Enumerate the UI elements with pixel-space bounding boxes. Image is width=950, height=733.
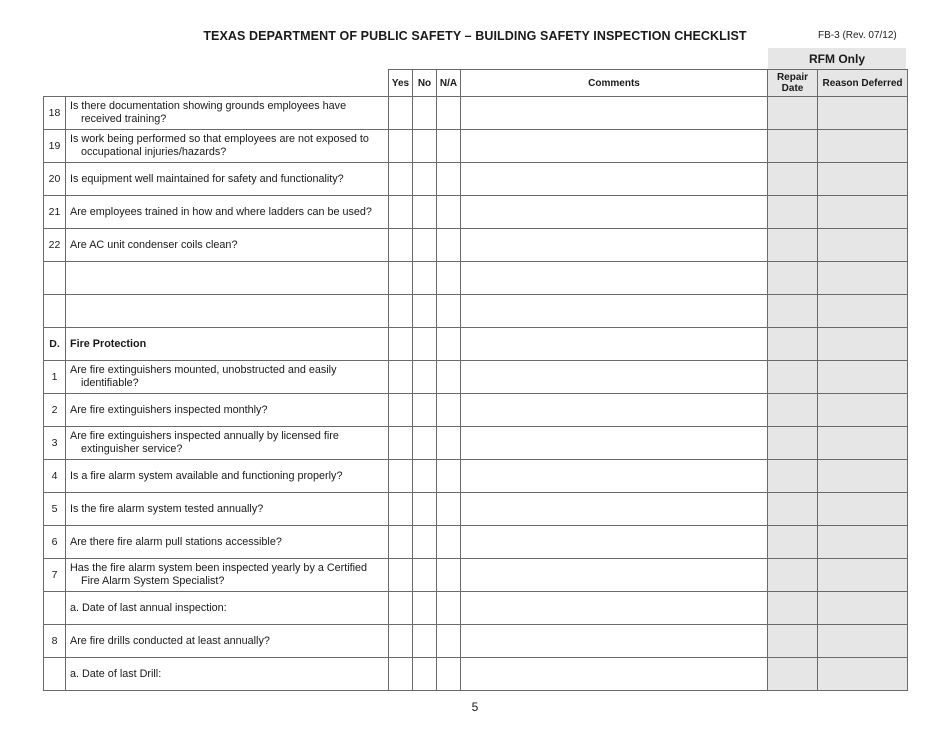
question-line: Is there documentation showing grounds employees have <box>70 100 347 112</box>
no-cell[interactable] <box>413 295 437 328</box>
question-text <box>66 262 389 295</box>
reason-deferred-cell[interactable] <box>818 460 908 493</box>
question-line-continued: occupational injuries/hazards? <box>81 146 227 158</box>
repair-date-cell[interactable] <box>768 196 818 229</box>
col-repair-date-header <box>768 70 818 97</box>
na-cell[interactable] <box>437 592 461 625</box>
question-text <box>66 427 389 460</box>
row-number <box>44 262 66 295</box>
repair-date-cell[interactable] <box>768 526 818 559</box>
yes-cell[interactable] <box>389 394 413 427</box>
checklist-row <box>44 262 908 295</box>
question-line: Are fire extinguishers inspected monthly? <box>70 403 268 416</box>
row-number: 22 <box>44 229 66 262</box>
question-line-continued: extinguisher service? <box>81 443 183 455</box>
comments-cell[interactable] <box>461 625 768 658</box>
col-reason-deferred-header: Reason Deferred <box>818 70 908 97</box>
repair-date-cell[interactable] <box>768 559 818 592</box>
yes-cell[interactable] <box>389 97 413 130</box>
question-line: Are fire extinguishers mounted, unobstructed and easily <box>70 364 337 376</box>
checklist-row <box>44 328 908 361</box>
no-cell[interactable] <box>413 526 437 559</box>
row-number: 2 <box>44 394 66 427</box>
repair-date-cell[interactable] <box>768 427 818 460</box>
yes-cell[interactable] <box>389 625 413 658</box>
reason-deferred-cell[interactable] <box>818 493 908 526</box>
reason-deferred-cell[interactable] <box>818 427 908 460</box>
comments-cell[interactable] <box>461 394 768 427</box>
repair-date-cell[interactable] <box>768 394 818 427</box>
question-text <box>66 460 389 493</box>
reason-deferred-cell[interactable] <box>818 526 908 559</box>
repair-date-cell[interactable] <box>768 460 818 493</box>
question-text <box>66 328 389 361</box>
row-number: D. <box>44 328 66 361</box>
reason-deferred-cell[interactable] <box>818 559 908 592</box>
na-cell[interactable] <box>437 361 461 394</box>
question-text <box>66 658 389 691</box>
form-title: TEXAS DEPARTMENT OF PUBLIC SAFETY – BUILDING SAFETY INSPECTION CHECKLIST <box>203 29 747 43</box>
comments-cell[interactable] <box>461 97 768 130</box>
repair-date-cell[interactable] <box>768 295 818 328</box>
question-line: Are fire extinguishers inspected annually by licensed fire <box>70 430 339 442</box>
question-text <box>66 196 389 229</box>
no-cell[interactable] <box>413 625 437 658</box>
repair-date-cell[interactable] <box>768 97 818 130</box>
comments-cell[interactable] <box>461 163 768 196</box>
na-cell[interactable] <box>437 559 461 592</box>
question-line: a. Date of last annual inspection: <box>70 601 227 614</box>
na-cell[interactable] <box>437 262 461 295</box>
header-blank <box>44 70 389 97</box>
comments-cell[interactable] <box>461 361 768 394</box>
comments-cell[interactable] <box>461 658 768 691</box>
row-number: 7 <box>44 559 66 592</box>
checklist-row <box>44 460 908 493</box>
yes-cell[interactable] <box>389 262 413 295</box>
row-number: 20 <box>44 163 66 196</box>
repair-date-cell[interactable] <box>768 592 818 625</box>
yes-cell[interactable] <box>389 592 413 625</box>
rfm-only-label: RFM Only <box>768 48 906 70</box>
checklist-row <box>44 592 908 625</box>
comments-cell[interactable] <box>461 427 768 460</box>
row-number: 21 <box>44 196 66 229</box>
na-cell[interactable] <box>437 658 461 691</box>
na-cell[interactable] <box>437 295 461 328</box>
question-line: Is equipment well maintained for safety and functionality? <box>70 172 344 185</box>
no-cell[interactable] <box>413 559 437 592</box>
na-cell[interactable] <box>437 229 461 262</box>
question-line: Fire Protection <box>70 337 147 350</box>
reason-deferred-cell[interactable] <box>818 361 908 394</box>
repair-date-line2: Date <box>781 83 804 94</box>
no-cell[interactable] <box>413 658 437 691</box>
page-number: 5 <box>471 700 479 714</box>
question-text <box>66 295 389 328</box>
yes-cell[interactable] <box>389 130 413 163</box>
row-number: 6 <box>44 526 66 559</box>
row-number: 1 <box>44 361 66 394</box>
repair-date-cell[interactable] <box>768 493 818 526</box>
reason-deferred-cell[interactable] <box>818 229 908 262</box>
question-text <box>66 97 389 130</box>
yes-cell[interactable] <box>389 427 413 460</box>
question-line-continued: Fire Alarm System Specialist? <box>81 575 225 587</box>
row-number <box>44 295 66 328</box>
na-cell[interactable] <box>437 460 461 493</box>
na-cell[interactable] <box>437 625 461 658</box>
row-number <box>44 658 66 691</box>
question-text <box>66 130 389 163</box>
no-cell[interactable] <box>413 229 437 262</box>
no-cell[interactable] <box>413 427 437 460</box>
col-comments-header: Comments <box>461 70 768 97</box>
checklist-row <box>44 559 908 592</box>
question-line-continued: received training? <box>81 113 167 125</box>
no-cell[interactable] <box>413 328 437 361</box>
col-yes-header: Yes <box>389 70 413 97</box>
comments-cell[interactable] <box>461 130 768 163</box>
comments-cell[interactable] <box>461 493 768 526</box>
question-text <box>66 163 389 196</box>
question-text <box>66 592 389 625</box>
checklist-row <box>44 625 908 658</box>
checklist-row <box>44 361 908 394</box>
question-line: Are there fire alarm pull stations accessible? <box>70 535 282 548</box>
question-text <box>66 361 389 394</box>
na-cell[interactable] <box>437 493 461 526</box>
yes-cell[interactable] <box>389 361 413 394</box>
comments-cell[interactable] <box>461 328 768 361</box>
form-number: FB-3 (Rev. 07/12) <box>818 30 897 41</box>
yes-cell[interactable] <box>389 526 413 559</box>
reason-deferred-cell[interactable] <box>818 295 908 328</box>
repair-date-cell[interactable] <box>768 262 818 295</box>
reason-deferred-cell[interactable] <box>818 163 908 196</box>
repair-date-cell[interactable] <box>768 229 818 262</box>
comments-cell[interactable] <box>461 526 768 559</box>
no-cell[interactable] <box>413 592 437 625</box>
comments-cell[interactable] <box>461 295 768 328</box>
no-cell[interactable] <box>413 130 437 163</box>
yes-cell[interactable] <box>389 229 413 262</box>
na-cell[interactable] <box>437 130 461 163</box>
no-cell[interactable] <box>413 394 437 427</box>
row-number: 3 <box>44 427 66 460</box>
comments-cell[interactable] <box>461 262 768 295</box>
question-line: Is the fire alarm system tested annually? <box>70 502 264 515</box>
question-line: Are fire drills conducted at least annually? <box>70 634 270 647</box>
question-line: Is a fire alarm system available and functioning properly? <box>70 469 343 482</box>
repair-date-cell[interactable] <box>768 130 818 163</box>
question-text <box>66 559 389 592</box>
checklist-row <box>44 229 908 262</box>
reason-deferred-cell[interactable] <box>818 97 908 130</box>
na-cell[interactable] <box>437 163 461 196</box>
row-number <box>44 592 66 625</box>
row-number: 19 <box>44 130 66 163</box>
col-no-header: No <box>413 70 437 97</box>
question-line: a. Date of last Drill: <box>70 667 162 680</box>
reason-deferred-cell[interactable] <box>818 394 908 427</box>
comments-cell[interactable] <box>461 196 768 229</box>
row-number: 18 <box>44 97 66 130</box>
na-cell[interactable] <box>437 526 461 559</box>
na-cell[interactable] <box>437 97 461 130</box>
no-cell[interactable] <box>413 460 437 493</box>
question-text <box>66 625 389 658</box>
na-cell[interactable] <box>437 394 461 427</box>
checklist-row <box>44 526 908 559</box>
question-line: Is work being performed so that employees are not exposed to <box>70 133 369 145</box>
repair-date-cell[interactable] <box>768 361 818 394</box>
reason-deferred-cell[interactable] <box>818 328 908 361</box>
question-text <box>66 394 389 427</box>
row-number: 5 <box>44 493 66 526</box>
repair-date-cell[interactable] <box>768 625 818 658</box>
question-line: Are employees trained in how and where ladders can be used? <box>70 205 372 218</box>
comments-cell[interactable] <box>461 229 768 262</box>
na-cell[interactable] <box>437 196 461 229</box>
question-line: Has the fire alarm system been inspected yearly by a Certified <box>70 562 368 574</box>
checklist-row <box>44 163 908 196</box>
question-line-continued: identifiable? <box>81 377 139 389</box>
reason-deferred-cell[interactable] <box>818 130 908 163</box>
checklist-row <box>44 493 908 526</box>
no-cell[interactable] <box>413 163 437 196</box>
question-text <box>66 526 389 559</box>
question-text <box>66 493 389 526</box>
repair-date-line1: Repair <box>776 72 809 83</box>
no-cell[interactable] <box>413 493 437 526</box>
checklist-row <box>44 130 908 163</box>
checklist-row <box>44 196 908 229</box>
reason-deferred-cell[interactable] <box>818 592 908 625</box>
yes-cell[interactable] <box>389 196 413 229</box>
no-cell[interactable] <box>413 97 437 130</box>
question-text <box>66 229 389 262</box>
no-cell[interactable] <box>413 196 437 229</box>
reason-deferred-cell[interactable] <box>818 625 908 658</box>
question-line: Are AC unit condenser coils clean? <box>70 238 238 251</box>
repair-date-cell[interactable] <box>768 658 818 691</box>
no-cell[interactable] <box>413 361 437 394</box>
yes-cell[interactable] <box>389 328 413 361</box>
checklist-row <box>44 427 908 460</box>
checklist-row <box>44 658 908 691</box>
na-cell[interactable] <box>437 328 461 361</box>
yes-cell[interactable] <box>389 559 413 592</box>
repair-date-cell[interactable] <box>768 328 818 361</box>
checklist-row <box>44 394 908 427</box>
repair-date-cell[interactable] <box>768 163 818 196</box>
yes-cell[interactable] <box>389 163 413 196</box>
comments-cell[interactable] <box>461 559 768 592</box>
no-cell[interactable] <box>413 262 437 295</box>
yes-cell[interactable] <box>389 460 413 493</box>
checklist-table <box>43 69 908 691</box>
column-header-row <box>44 70 908 97</box>
yes-cell[interactable] <box>389 493 413 526</box>
checklist-row <box>44 97 908 130</box>
yes-cell[interactable] <box>389 658 413 691</box>
row-number: 4 <box>44 460 66 493</box>
comments-cell[interactable] <box>461 592 768 625</box>
yes-cell[interactable] <box>389 295 413 328</box>
row-number: 8 <box>44 625 66 658</box>
col-na-header: N/A <box>437 70 461 97</box>
comments-cell[interactable] <box>461 460 768 493</box>
reason-deferred-cell[interactable] <box>818 196 908 229</box>
reason-deferred-cell[interactable] <box>818 262 908 295</box>
reason-deferred-cell[interactable] <box>818 658 908 691</box>
na-cell[interactable] <box>437 427 461 460</box>
checklist-row <box>44 295 908 328</box>
